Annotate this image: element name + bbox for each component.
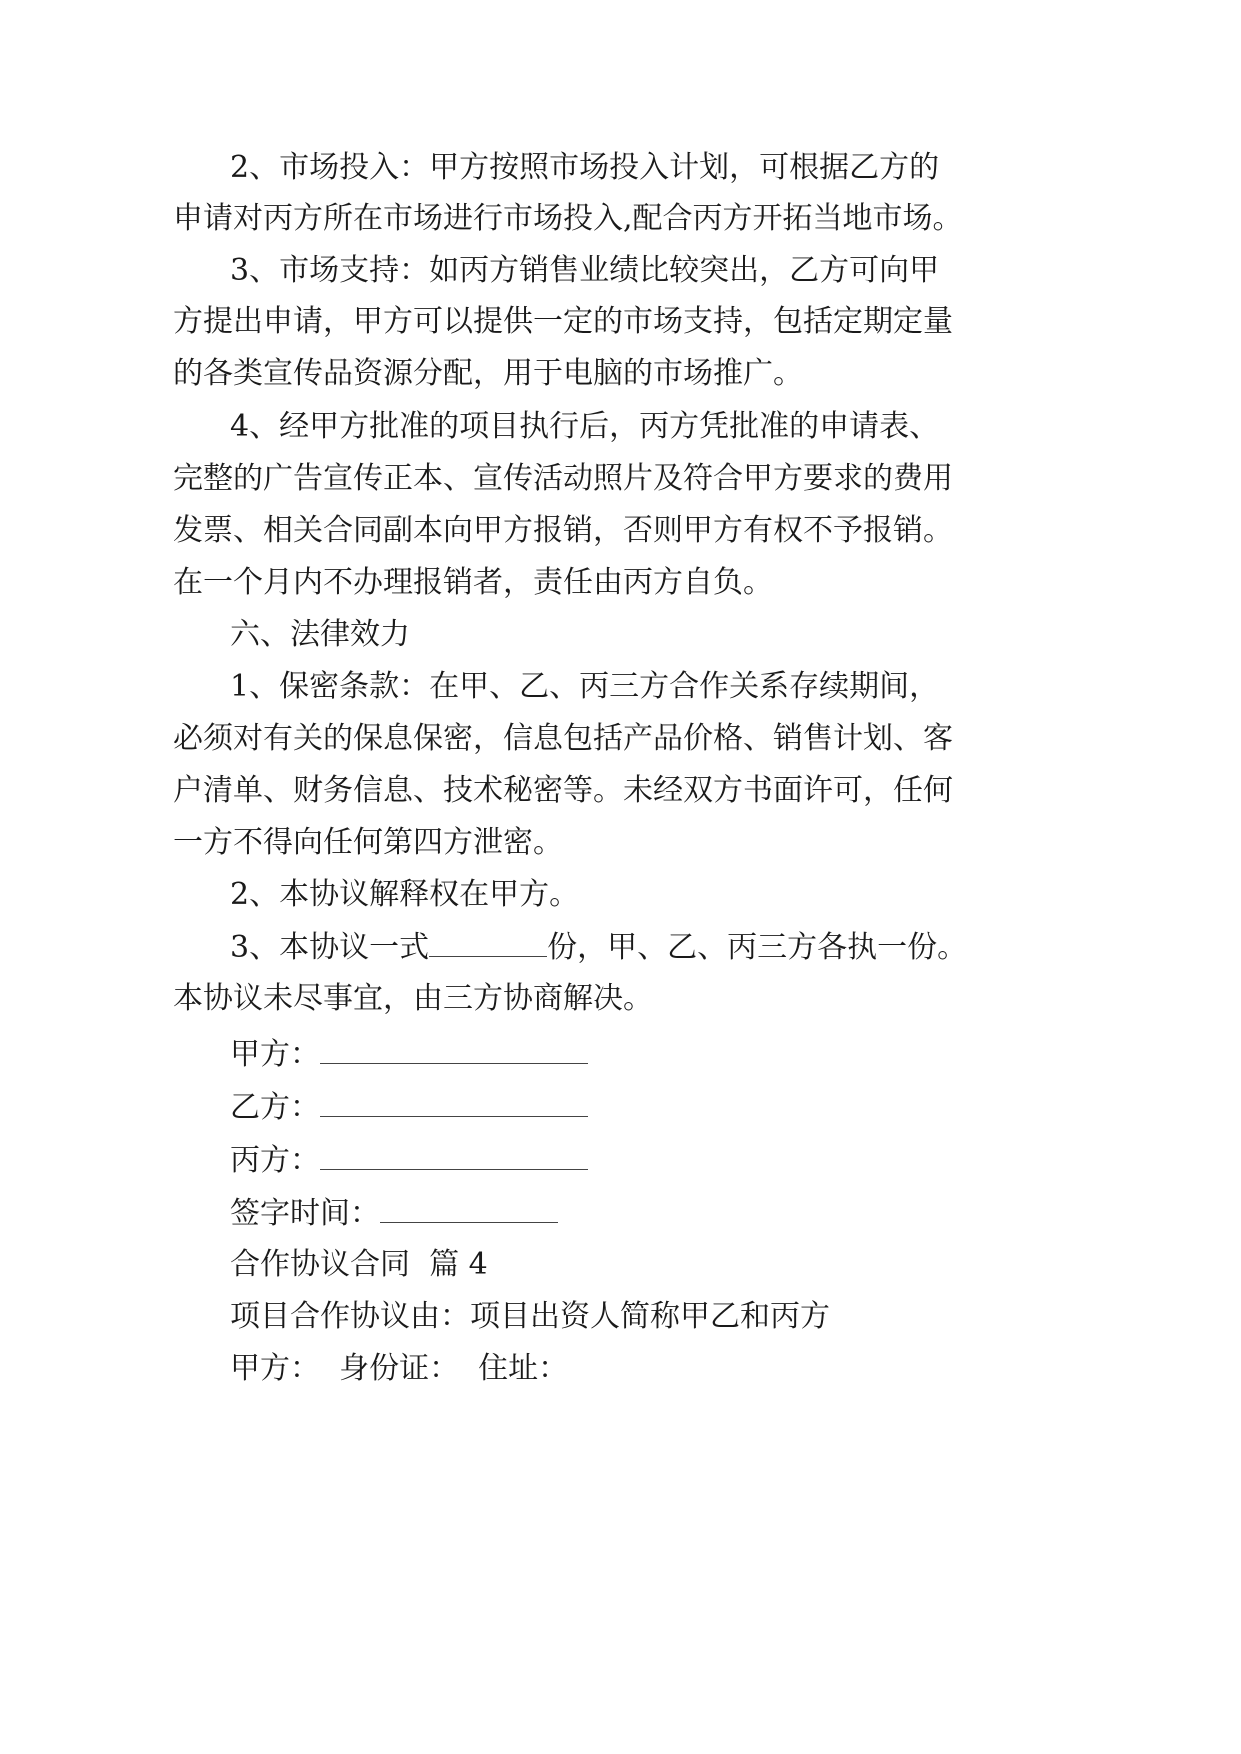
text-line: 发票、相关合同副本向甲方报销，否则甲方有权不予报销。 [173, 513, 953, 548]
copies-after: 份，甲、乙、丙三方各执一份。 [547, 930, 968, 965]
party-a-label: 甲方： [230, 1037, 320, 1072]
copies-before: 3、本协议一式 [230, 930, 430, 965]
party-b-blank [320, 1088, 588, 1117]
signature-party-a [230, 1035, 588, 1074]
section-title: 合作协议合同 篇 4 [230, 1247, 488, 1282]
signature-party-b [230, 1088, 588, 1127]
text-line: 完整的广告宣传正本、宣传活动照片及符合甲方要求的费用 [173, 461, 953, 496]
section-heading: 六、法律效力 [230, 617, 410, 652]
text-line: 必须对有关的保息保密，信息包括产品价格、销售计划、客 [173, 721, 953, 756]
text-line: 4、经甲方批准的项目执行后，丙方凭批准的申请表、 [230, 409, 940, 444]
sign-time-blank [380, 1194, 558, 1223]
text-line: 一方不得向任何第四方泄密。 [173, 825, 563, 860]
party-a-blank [320, 1035, 588, 1064]
party-c-label: 丙方： [230, 1143, 320, 1178]
copies-blank [429, 928, 547, 957]
text-line: 2、本协议解释权在甲方。 [230, 877, 580, 912]
copies-line [230, 928, 967, 967]
text-line: 申请对丙方所在市场进行市场投入,配合丙方开拓当地市场。 [173, 201, 963, 236]
text-line: 方提出申请，甲方可以提供一定的市场支持，包括定期定量 [173, 304, 953, 339]
text-line: 1、保密条款：在甲、乙、丙三方合作关系存续期间， [230, 669, 940, 704]
signature-time [230, 1194, 558, 1233]
text-line: 在一个月内不办理报销者，责任由丙方自负。 [173, 565, 773, 600]
party-b-label: 乙方： [230, 1090, 320, 1125]
party-c-blank [320, 1141, 588, 1170]
text-line: 2、市场投入：甲方按照市场投入计划，可根据乙方的 [230, 150, 940, 185]
signature-party-c [230, 1141, 588, 1180]
text-line: 的各类宣传品资源分配，用于电脑的市场推广。 [173, 356, 803, 391]
text-line: 项目合作协议由：项目出资人简称甲乙和丙方 [230, 1299, 830, 1334]
text-line: 户清单、财务信息、技术秘密等。未经双方书面许可，任何 [173, 773, 953, 808]
text-line: 本协议未尽事宜，由三方协商解决。 [173, 981, 653, 1016]
text-line: 3、市场支持：如丙方销售业绩比较突出，乙方可向甲 [230, 253, 940, 288]
sign-time-label: 签字时间： [230, 1196, 380, 1231]
text-line: 甲方： 身份证： 住址： [230, 1351, 569, 1386]
